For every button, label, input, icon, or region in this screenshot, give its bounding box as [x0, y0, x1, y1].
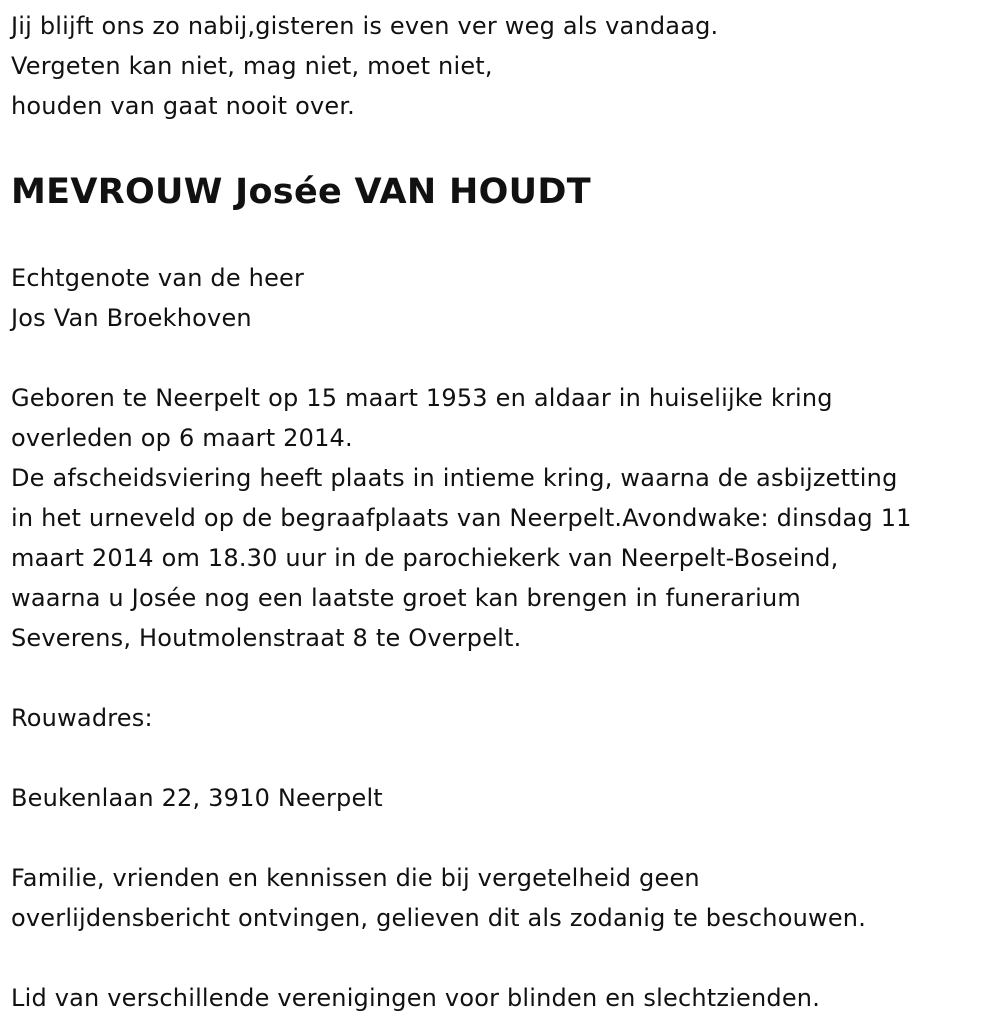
poem: [11, 6, 996, 126]
deceased-name-title: MEVROUW Josée VAN HOUDT: [11, 172, 591, 212]
poem-line: Jij blijft ons zo nabij,gisteren is even ver weg als vandaag.: [11, 12, 719, 40]
details-line: De afscheidsviering heeft plaats in intieme kring, waarna de asbijzetting: [11, 464, 898, 492]
details-line: in het urneveld op de begraafplaats van Neerpelt.Avondwake: dinsdag 11: [11, 504, 912, 532]
membership: Lid van verschillende verenigingen voor blinden en slechtzienden.: [11, 984, 821, 1012]
poem-line: Vergeten kan niet, mag niet, moet niet,: [11, 52, 493, 80]
details-line: waarna u Josée nog een laatste groet kan brengen in funerarium: [11, 584, 801, 612]
details-section: [11, 378, 996, 658]
spouse-line: Jos Van Broekhoven: [11, 304, 252, 332]
spouse-line: Echtgenote van de heer: [11, 264, 305, 292]
spouse-section: [11, 258, 996, 338]
details-line: Severens, Houtmolenstraat 8 te Overpelt.: [11, 624, 522, 652]
details-line: maart 2014 om 18.30 uur in de parochiekerk van Neerpelt-Boseind,: [11, 544, 839, 572]
address: Beukenlaan 22, 3910 Neerpelt: [11, 784, 383, 812]
address-label: Rouwadres:: [11, 704, 153, 732]
notice-line: Familie, vrienden en kennissen die bij vergetelheid geen: [11, 864, 700, 892]
poem-line: houden van gaat nooit over.: [11, 92, 356, 120]
obituary-document: [11, 6, 996, 1018]
details-line: overleden op 6 maart 2014.: [11, 424, 353, 452]
details-line: Geboren te Neerpelt op 15 maart 1953 en aldaar in huiselijke kring: [11, 384, 833, 412]
notice-section: [11, 858, 996, 938]
notice-line: overlijdensbericht ontvingen, gelieven dit als zodanig te beschouwen.: [11, 904, 867, 932]
